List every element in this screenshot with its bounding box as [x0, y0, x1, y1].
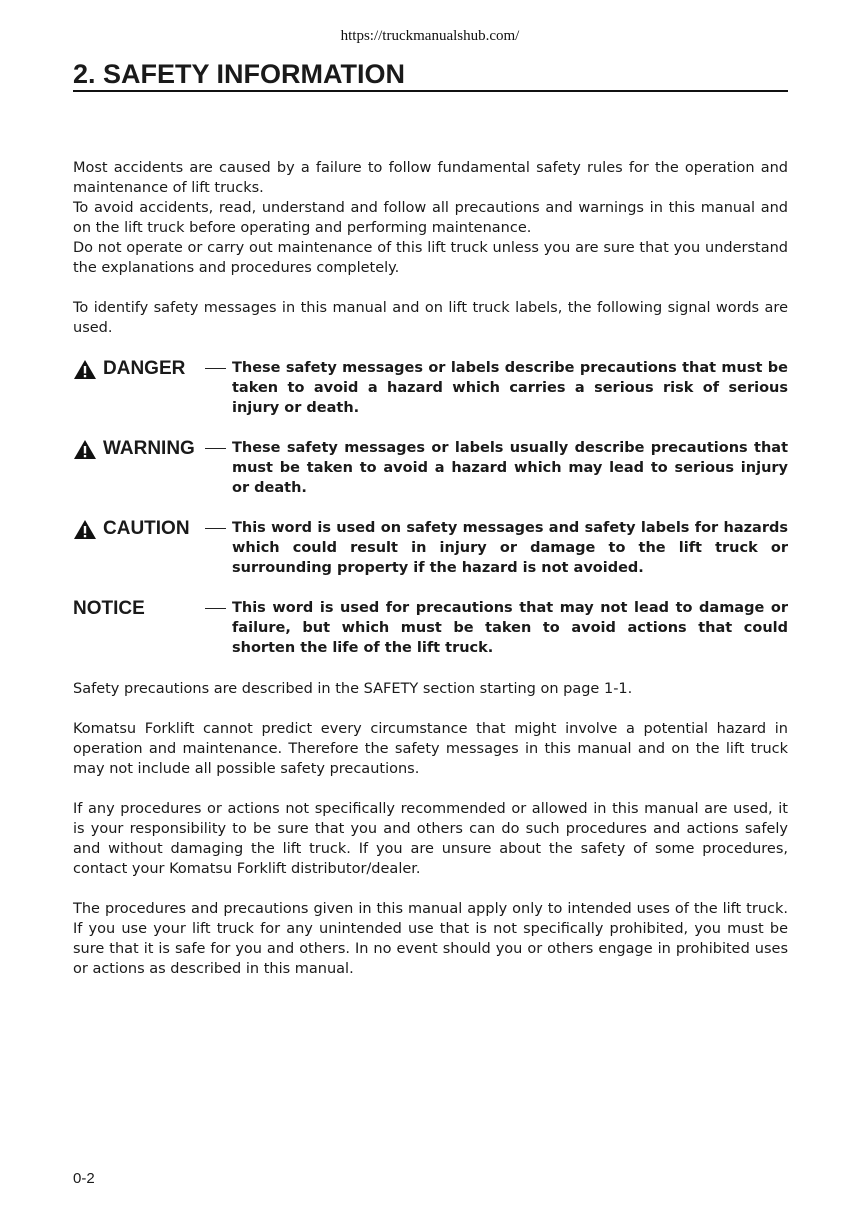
section-title: 2. SAFETY INFORMATION	[73, 58, 788, 92]
signal-words-intro-text: To identify safety messages in this manual and on lift truck labels, the following signal words are used.	[73, 300, 788, 336]
paragraph-intended-use: The procedures and precautions given in this manual apply only to intended uses of the lift truck. If you use your lift truck for any unintended use that is not specifically prohibited, you must be sure that it is safe for you and others. In no event should you or others engage in prohibited uses or actions as described in this manual.	[73, 901, 788, 977]
signal-description: This word is used on safety messages and safety labels for hazards which could result in injury or damage to the lift truck or surrounding property if the hazard is not avoided.	[232, 520, 788, 576]
intro-paragraph: Do not operate or carry out maintenance of this lift truck unless you are sure that you understand the explanations and procedures completely.	[73, 240, 788, 276]
em-dash	[205, 368, 226, 369]
signal-notice-label	[73, 598, 145, 620]
page-number: 0-2	[73, 1170, 95, 1187]
signal-word: NOTICE	[73, 598, 145, 619]
signal-description: These safety messages or labels describe precautions that must be taken to avoid a hazard which carries a serious risk of serious injury or death.	[232, 360, 788, 416]
paragraph-komatsu: Komatsu Forklift cannot predict every circumstance that might involve a potential hazard in operation and maintenance. Therefore the safety messages in this manual and on the lift truck may not include all possible safety precautions.	[73, 721, 788, 777]
paragraph-procedures: If any procedures or actions not specifically recommended or allowed in this manual are used, it is your responsibility to be sure that you and others can do such procedures and actions safely and without damaging the lift truck. If you are unsure about the safety of some procedures, contact your Komatsu Forklift distributor/dealer.	[73, 801, 788, 877]
em-dash	[205, 448, 226, 449]
signal-description: These safety messages or labels usually describe precautions that must be taken to avoid a hazard which may lead to serious injury or death.	[232, 440, 788, 496]
signal-danger	[73, 358, 788, 420]
signal-word: CAUTION	[103, 518, 190, 539]
warning-triangle-icon	[73, 359, 97, 380]
signal-description: This word is used for precautions that may not lead to damage or failure, but which must be taken to avoid actions that could shorten the life of the lift truck.	[232, 600, 788, 656]
em-dash	[205, 528, 226, 529]
signal-warning	[73, 438, 788, 500]
signal-words-intro	[73, 298, 788, 338]
signal-caution	[73, 518, 788, 580]
paragraph-precautions: Safety precautions are described in the SAFETY section starting on page 1-1.	[73, 681, 633, 697]
warning-triangle-icon	[73, 439, 97, 460]
intro-text	[73, 158, 788, 278]
intro-paragraph: To avoid accidents, read, understand and follow all precautions and warnings in this manual and on the lift truck before operating and performing maintenance.	[73, 200, 788, 236]
intro-paragraph: Most accidents are caused by a failure to follow fundamental safety rules for the operation and maintenance of lift trucks.	[73, 160, 788, 196]
signal-word: DANGER	[103, 358, 186, 379]
em-dash	[205, 608, 226, 609]
signal-danger-label	[73, 358, 185, 380]
signal-caution-label	[73, 518, 190, 540]
signal-warning-label	[73, 438, 195, 460]
warning-triangle-icon	[73, 519, 97, 540]
signal-notice	[73, 598, 788, 660]
source-url: https://truckmanualshub.com/	[340, 28, 520, 44]
signal-word: WARNING	[103, 438, 195, 459]
